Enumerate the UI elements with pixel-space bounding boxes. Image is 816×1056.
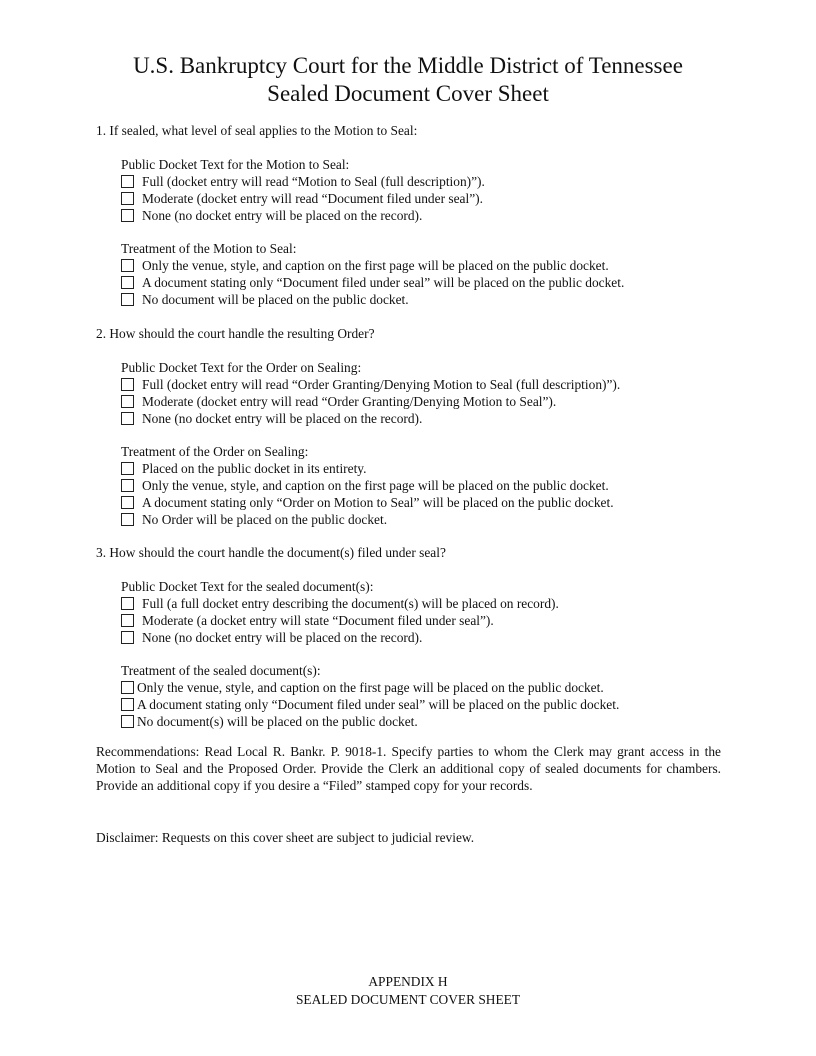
option-label: None (no docket entry will be placed on the record).	[142, 630, 423, 645]
checkbox[interactable]	[121, 209, 134, 222]
section-2-public-docket-group	[121, 359, 620, 427]
option-row	[121, 207, 485, 224]
option-row	[121, 629, 559, 646]
disclaimer-text: Disclaimer: Requests on this cover sheet are subject to judicial review.	[96, 830, 475, 845]
option-label: A document stating only “Document filed under seal” will be placed on the public docket.	[137, 697, 620, 712]
option-label: Full (a full docket entry describing the document(s) will be placed on record).	[142, 596, 559, 611]
option-label: A document stating only “Order on Motion to Seal” will be placed on the public docket.	[142, 495, 614, 510]
option-label: Placed on the public docket in its entirety.	[142, 461, 367, 476]
checkbox[interactable]	[121, 395, 134, 408]
section-1-public-docket-group	[121, 156, 485, 224]
checkbox[interactable]	[121, 293, 134, 306]
option-row	[121, 190, 485, 207]
question-1: 1. If sealed, what level of seal applies to the Motion to Seal:	[96, 123, 418, 138]
section-2-treatment-group	[121, 443, 614, 528]
title-line-2: Sealed Document Cover Sheet	[267, 81, 549, 106]
checkbox[interactable]	[121, 276, 134, 289]
question-3: 3. How should the court handle the document(s) filed under seal?	[96, 545, 446, 560]
footer-line-2: SEALED DOCUMENT COVER SHEET	[295, 992, 521, 1007]
checkbox[interactable]	[121, 496, 134, 509]
option-label: Moderate (docket entry will read “Order Granting/Denying Motion to Seal”).	[142, 394, 557, 409]
option-label: Only the venue, style, and caption on the first page will be placed on the public docket.	[142, 258, 609, 273]
option-label: A document stating only “Document filed under seal” will be placed on the public docket.	[142, 275, 625, 290]
option-label: Full (docket entry will read “Order Granting/Denying Motion to Seal (full description)”).	[142, 377, 621, 392]
checkbox[interactable]	[121, 715, 134, 728]
option-row	[121, 595, 559, 612]
checkbox[interactable]	[121, 698, 134, 711]
option-row	[121, 173, 485, 190]
option-label: No document will be placed on the public docket.	[142, 292, 409, 307]
checkbox[interactable]	[121, 681, 134, 694]
option-label: No Order will be placed on the public docket.	[142, 512, 388, 527]
option-label: Moderate (a docket entry will state “Document filed under seal”).	[142, 613, 494, 628]
checkbox[interactable]	[121, 175, 134, 188]
option-label: Moderate (docket entry will read “Document filed under seal”).	[142, 191, 483, 206]
option-row	[121, 291, 624, 308]
group-heading: Treatment of the sealed document(s):	[121, 663, 321, 678]
option-row	[121, 393, 620, 410]
checkbox[interactable]	[121, 462, 134, 475]
page-footer	[0, 973, 816, 1009]
checkbox[interactable]	[121, 192, 134, 205]
question-2: 2. How should the court handle the resulting Order?	[96, 326, 375, 341]
checkbox[interactable]	[121, 259, 134, 272]
option-row	[121, 612, 559, 629]
option-label: No document(s) will be placed on the public docket.	[137, 714, 418, 729]
option-row	[121, 257, 624, 274]
section-3-public-docket-group	[121, 578, 559, 646]
group-heading: Public Docket Text for the Motion to Seal:	[121, 157, 350, 172]
option-row	[121, 696, 619, 713]
option-row	[121, 274, 624, 291]
option-row	[121, 494, 614, 511]
group-heading: Treatment of the Order on Sealing:	[121, 444, 309, 459]
option-label: Only the venue, style, and caption on the first page will be placed on the public docket.	[142, 478, 609, 493]
checkbox[interactable]	[121, 513, 134, 526]
option-row	[121, 410, 620, 427]
recommendations-paragraph: Recommendations: Read Local R. Bankr. P. 9018-1. Specify parties to whom the Clerk may grant access in the Motion to Seal and the Proposed Order. Provide the Clerk an additional copy of sealed documents for chambers. Provide an additional copy if you desire a “Filed” stamped copy for your records.	[96, 744, 721, 793]
section-3-treatment-group	[121, 662, 619, 730]
checkbox[interactable]	[121, 378, 134, 391]
option-row	[121, 460, 614, 477]
option-label: None (no docket entry will be placed on the record).	[142, 208, 423, 223]
checkbox[interactable]	[121, 479, 134, 492]
option-row	[121, 376, 620, 393]
group-heading: Public Docket Text for the Order on Sealing:	[121, 360, 362, 375]
option-label: Full (docket entry will read “Motion to Seal (full description)”).	[142, 174, 485, 189]
section-1-treatment-group	[121, 240, 624, 308]
checkbox[interactable]	[121, 597, 134, 610]
checkbox[interactable]	[121, 412, 134, 425]
page-title	[0, 52, 816, 108]
title-line-1: U.S. Bankruptcy Court for the Middle District of Tennessee	[133, 53, 683, 78]
footer-line-1: APPENDIX H	[368, 974, 448, 989]
option-row	[121, 477, 614, 494]
option-label: None (no docket entry will be placed on the record).	[142, 411, 423, 426]
option-row	[121, 679, 619, 696]
option-row	[121, 511, 614, 528]
group-heading: Treatment of the Motion to Seal:	[121, 241, 297, 256]
option-row	[121, 713, 619, 730]
checkbox[interactable]	[121, 614, 134, 627]
group-heading: Public Docket Text for the sealed document(s):	[121, 579, 374, 594]
option-label: Only the venue, style, and caption on the first page will be placed on the public docket.	[137, 680, 604, 695]
checkbox[interactable]	[121, 631, 134, 644]
